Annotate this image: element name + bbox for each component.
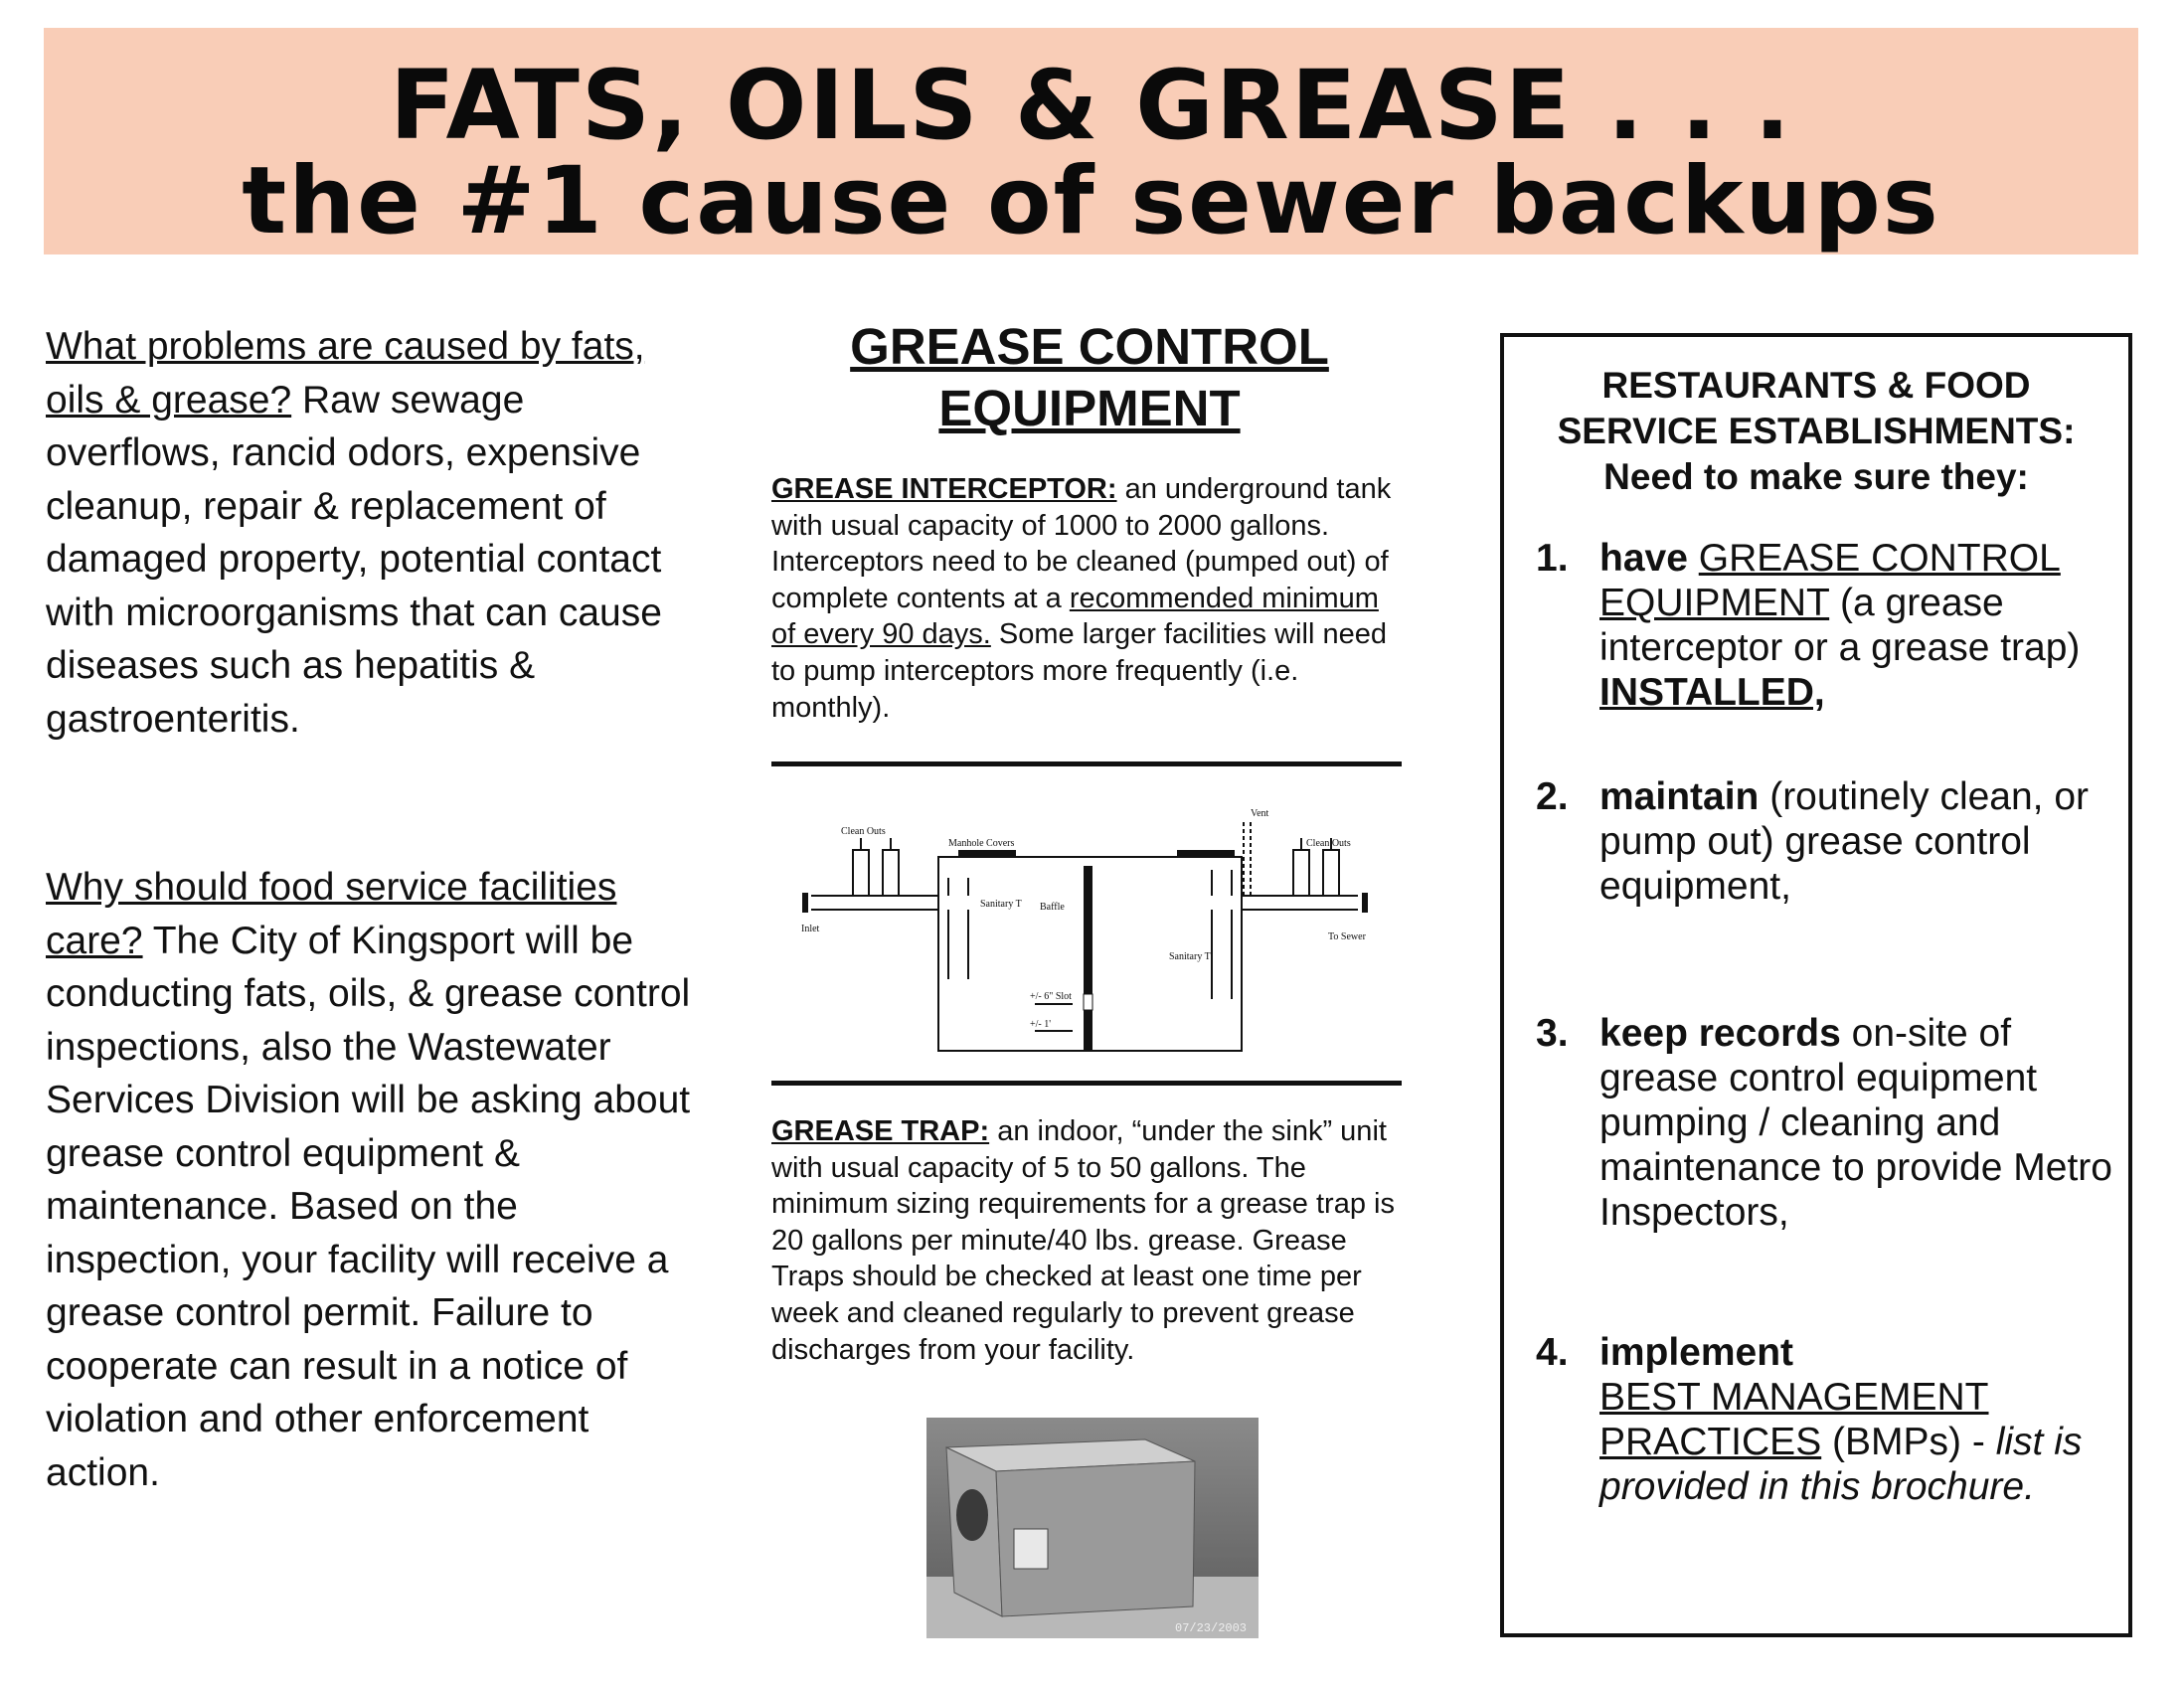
requirement-number: 1. — [1536, 537, 1569, 580]
requirement-underlined: GREASE CONTROL EQUIPMENT — [1599, 537, 2061, 624]
requirement-underlined: BEST MANAGEMENT PRACTICES — [1599, 1376, 1989, 1463]
interceptor-paragraph — [771, 471, 1408, 726]
interceptor-term: GREASE INTERCEPTOR: — [771, 473, 1117, 505]
requirement-verb: keep records — [1599, 1012, 1841, 1055]
why-care-paragraph — [46, 861, 702, 1499]
diagram-label-to-sewer: To Sewer — [1328, 931, 1366, 942]
interceptor-text-end: Some larger facilities will need to pump interceptors more frequently (i.e. monthly). — [771, 618, 1387, 724]
banner-title-line2: the #1 cause of sewer backups — [242, 147, 1940, 255]
grease-control-title-line2: EQUIPMENT — [938, 380, 1241, 436]
diagram-label-sanitary-t-right: Sanitary T — [1169, 951, 1211, 962]
why-care-answer: The City of Kingsport will be conducting fats, oils, & grease control inspections, also the Wastewater Services Division will be asking about grease control equipment & maintenance. Based on the inspection, your facility will receive a grease control permit. Failure to cooperate can result in a notice of violation and other enforcement action. — [46, 919, 691, 1494]
title-banner — [44, 28, 2138, 254]
requirement-italic: list is provided in this brochure. — [1599, 1421, 2083, 1508]
divider-bottom — [771, 1081, 1402, 1086]
requirement-text: (routinely clean, or pump out) grease control equipment, — [1599, 775, 2090, 908]
trap-paragraph — [771, 1113, 1408, 1368]
grease-trap-photo — [926, 1418, 1259, 1638]
requirement-verb: implement — [1599, 1331, 1794, 1374]
requirement-item — [1536, 1330, 2112, 1509]
problems-paragraph — [46, 320, 702, 746]
diagram-label-clean-outs-left: Clean Outs — [841, 826, 886, 837]
grease-control-title — [771, 316, 1408, 439]
interceptor-text: an underground tank with usual capacity of 1000 to 2000 gallons. Interceptors need to be cleaned (pumped out) of complete contents at a — [771, 473, 1392, 614]
divider-top — [771, 761, 1402, 766]
requirement-number: 2. — [1536, 775, 1569, 818]
interceptor-diagram — [791, 800, 1378, 1064]
trap-section — [771, 1113, 1408, 1368]
left-column — [46, 320, 702, 1614]
diagram-label-clean-outs-right: Clean Outs — [1306, 838, 1351, 849]
middle-column — [771, 316, 1408, 726]
requirements-list — [1536, 536, 2112, 1509]
why-care-question: Why should food service facilities care? — [46, 866, 617, 962]
requirement-text: on-site of grease control equipment pumping / cleaning and maintenance to provide Metro Inspectors, — [1599, 1012, 2112, 1234]
requirement-verb: maintain — [1599, 775, 1760, 818]
diagram-label-sanitary-t-left: Sanitary T — [980, 899, 1022, 910]
diagram-label-inlet: Inlet — [801, 924, 820, 934]
requirements-heading — [1504, 363, 2128, 500]
requirement-item — [1536, 1011, 2112, 1235]
diagram-label-slot: +/- 6" Slot — [1030, 991, 1072, 1002]
requirements-heading-line3: Need to make sure they: — [1603, 456, 2029, 497]
requirements-heading-line2: SERVICE ESTABLISHMENTS: — [1557, 411, 2076, 451]
requirement-verb: have — [1599, 537, 1688, 580]
requirement-item — [1536, 774, 2112, 909]
requirement-number: 4. — [1536, 1331, 1569, 1374]
requirement-text: (a grease interceptor or a grease trap) — [1599, 582, 2081, 669]
problems-answer: Raw sewage overflows, rancid odors, expensive cleanup, repair & replacement of damaged property, potential contact with microorganisms that can cause diseases such as hepatitis & gastroenteritis. — [46, 378, 662, 741]
photo-date-stamp: 07/23/2003 — [1175, 1621, 1248, 1635]
trap-term: GREASE TRAP: — [771, 1115, 990, 1147]
requirements-heading-line1: RESTAURANTS & FOOD — [1601, 365, 2031, 406]
diagram-label-one-foot: +/- 1' — [1030, 1019, 1052, 1030]
diagram-label-vent: Vent — [1251, 808, 1269, 819]
diagram-label-baffle: Baffle — [1040, 902, 1065, 913]
requirement-number: 3. — [1536, 1012, 1569, 1055]
problems-question: What problems are caused by fats, oils & grease? — [46, 325, 645, 422]
banner-title-line1: FATS, OILS & GREASE . . . — [389, 50, 1793, 161]
requirements-box — [1500, 333, 2132, 1637]
diagram-label-manhole-covers: Manhole Covers — [948, 838, 1015, 849]
grease-control-title-line1: GREASE CONTROL — [850, 318, 1329, 375]
requirement-text: (BMPs) - — [1821, 1421, 1996, 1463]
trap-text: an indoor, “under the sink” unit with usual capacity of 5 to 50 gallons. The minimum sizing requirements for a grease trap is 20 gallons per minute/40 lbs. grease. Grease Traps should be checked at least one time per week and cleaned regularly to prevent grease discharges from your facility. — [771, 1115, 1395, 1366]
requirement-installed: INSTALLED, — [1599, 671, 1825, 714]
interceptor-underlined: recommended minimum of every 90 days. — [771, 582, 1379, 651]
requirement-item — [1536, 536, 2112, 715]
